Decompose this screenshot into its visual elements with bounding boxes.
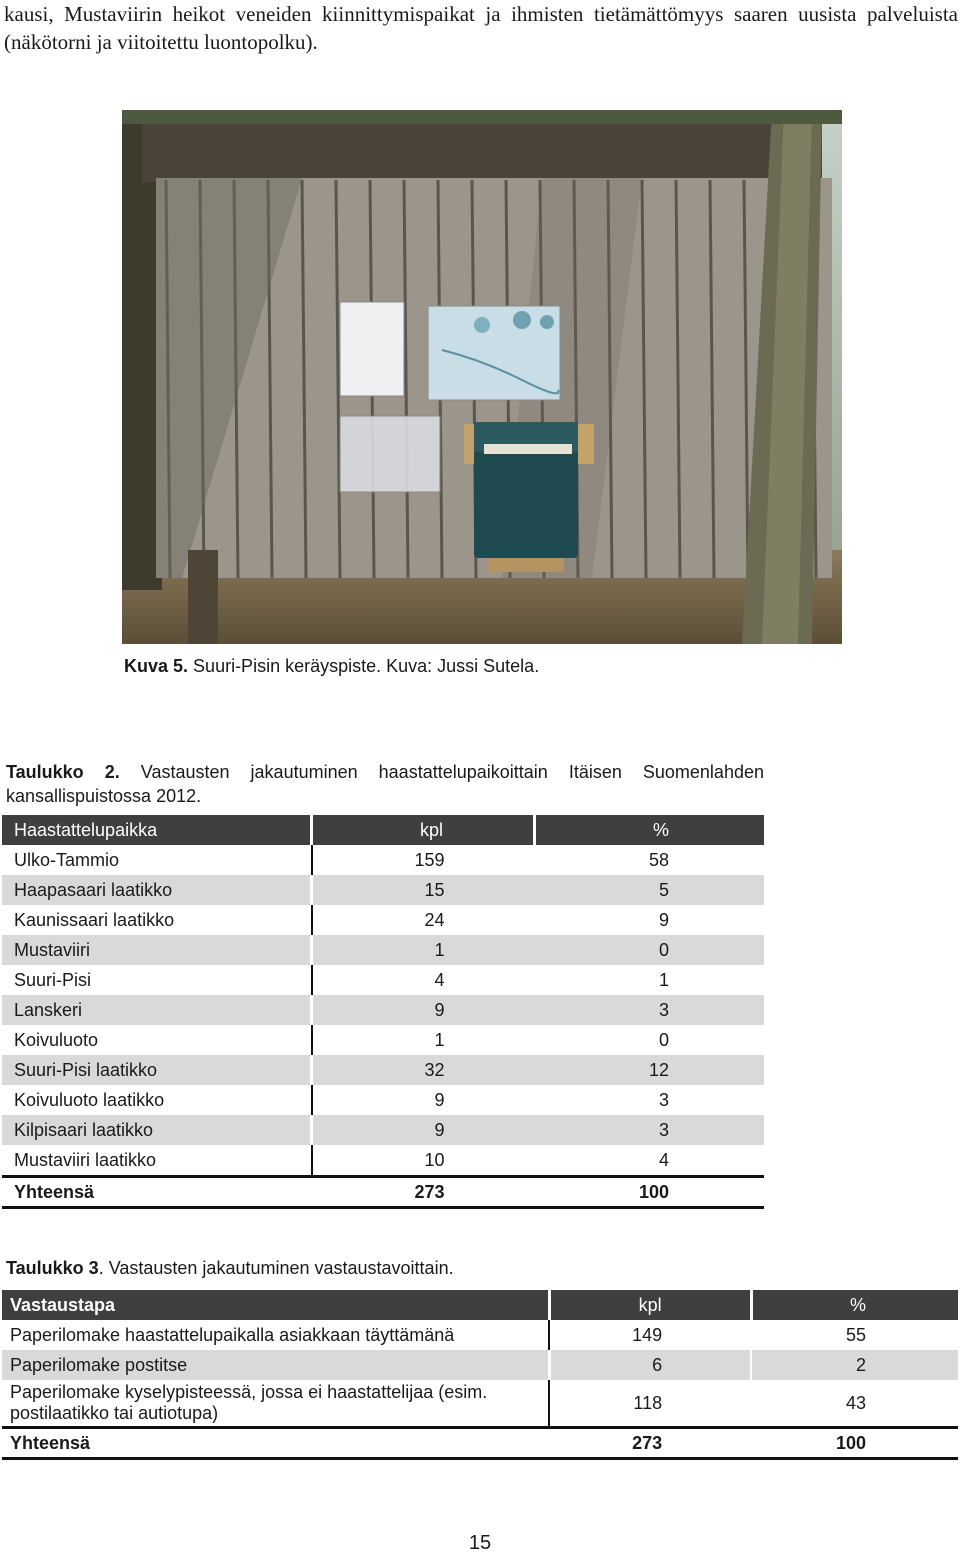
table3 [2,1290,958,1460]
table2-cell-percent: 12 [535,1055,764,1085]
table2-cell-percent: 5 [535,875,764,905]
table3-cell-percent: 55 [845,1324,866,1345]
table2-body [2,845,764,1177]
table3-total-count: 273 [549,1428,751,1459]
table3-header-percent: % [751,1290,958,1320]
table3-label: Taulukko 3 [6,1258,99,1278]
table2-row [2,1115,764,1145]
table2-cell-count: 9 [434,1089,445,1110]
table2-cell-label: Kilpisaari laatikko [2,1115,312,1145]
figure-caption [124,655,539,677]
table2-cell-label: Suuri-Pisi laatikko [2,1055,312,1085]
table2-cell-label: Koivuluoto [2,1025,312,1055]
table2-cell-count: 32 [312,1055,535,1085]
table3-total-row [2,1428,958,1459]
table2-cell-percent: 4 [658,1149,669,1170]
table2-row [2,995,764,1025]
table3-cell-count: 149 [549,1320,751,1350]
table3-total-label: Yhteensä [2,1428,549,1459]
table3-row [2,1320,958,1350]
table2-cell-count: 1 [312,935,535,965]
table3-row [2,1380,958,1428]
table2-header-place: Haastattelupaikka [2,815,312,845]
table2-row [2,935,764,965]
page-number: 15 [468,1532,492,1554]
table3-cell-label: Paperilomake postitse [2,1350,549,1380]
table3-cell-label: Paperilomake kyselypisteessä, jossa ei haastattelijaa (esim. postilaatikko tai autiotupa) [2,1380,549,1428]
table2-cell-percent: 3 [658,1089,669,1110]
figure-text: Suuri-Pisin keräyspiste. Kuva: Jussi Sutela. [193,656,540,676]
table2-cell-count: 9 [312,995,535,1025]
table2-row [2,1145,764,1177]
table2-cell-count: 10 [424,1149,445,1170]
table2-cell-count: 159 [414,849,445,870]
table3-cell-percent: 2 [751,1350,958,1380]
table3-header-method: Vastaustapa [2,1290,549,1320]
table2-row [2,905,764,935]
table2-row [2,1085,764,1115]
table2-header-row [2,815,764,845]
table2-cell-label: Kaunissaari laatikko [2,905,312,935]
table2-cell-count: 15 [312,875,535,905]
table3-body [2,1320,958,1428]
table2-row [2,965,764,995]
table3-row [2,1350,958,1380]
table2-cell-label: Suuri-Pisi [2,965,312,995]
table3-cell-label: Paperilomake haastattelupaikalla asiakkaan täyttämänä [2,1320,549,1350]
table3-header-row [2,1290,958,1320]
table2-cell-label: Koivuluoto laatikko [2,1085,312,1115]
table2-row [2,1055,764,1085]
table2-header-count: kpl [312,815,535,845]
table3-cell-count: 6 [549,1350,751,1380]
table2-cell-count: 9 [312,1115,535,1145]
table2-cell-count: 24 [424,909,445,930]
table2-cell-percent: 9 [658,909,669,930]
table2-cell-percent: 3 [535,995,764,1025]
table3-caption [6,1257,454,1279]
table2-cell-percent: 0 [535,935,764,965]
figure-label: Kuva 5. [124,656,189,676]
table2-total-percent: 100 [535,1177,764,1208]
table2-cell-percent: 0 [658,1029,669,1050]
table3-caption-text: . Vastausten jakautuminen vastaustavoittain. [98,1258,454,1278]
table2 [2,815,764,1209]
table3-total-percent: 100 [751,1428,958,1459]
table2-cell-count: 1 [434,1029,445,1050]
table2-caption-text: Vastausten jakautuminen haastattelupaikoittain Itäisen Suomenlahden kansallispuistossa 2012. [6,762,764,806]
table3-cell-count: 118 [549,1380,751,1428]
table2-header-percent: % [535,815,764,845]
collection-point-photo [122,110,842,644]
table2-label: Taulukko 2. [6,762,120,782]
table2-cell-count: 4 [434,969,445,990]
table2-row [2,875,764,905]
table2-total-row [2,1177,764,1208]
intro-paragraph: kausi, Mustaviirin heikot veneiden kiinnittymispaikat ja ihmisten tietämättömyys saaren uusista palveluista (näkötorni ja viitoitettu luontopolku). [4,2,958,54]
table2-cell-label: Lanskeri [2,995,312,1025]
table2-cell-percent: 3 [535,1115,764,1145]
table2-cell-percent: 58 [648,849,669,870]
table2-row [2,1025,764,1055]
table2-cell-label: Mustaviiri laatikko [2,1145,312,1177]
table2-cell-label: Haapasaari laatikko [2,875,312,905]
table2-cell-percent: 1 [658,969,669,990]
table2-row [2,845,764,875]
table3-cell-percent: 43 [845,1392,866,1413]
table2-caption [6,760,764,808]
table2-total-label: Yhteensä [2,1177,312,1208]
table2-total-count: 273 [312,1177,535,1208]
table3-header-count: kpl [549,1290,751,1320]
table2-cell-label: Ulko-Tammio [2,845,312,875]
table2-cell-label: Mustaviiri [2,935,312,965]
